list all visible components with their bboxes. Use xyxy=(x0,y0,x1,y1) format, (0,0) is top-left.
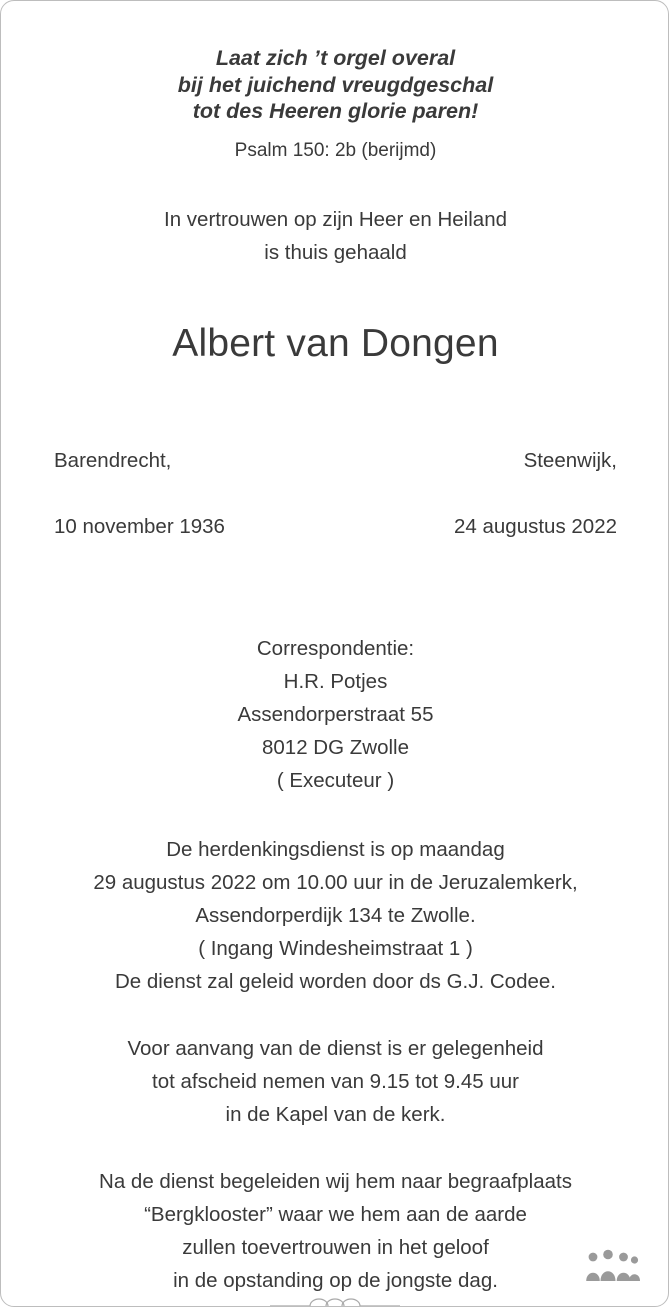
service-line-4: ( Ingang Windesheimstraat 1 ) xyxy=(198,936,473,960)
correspondence-line-5: ( Executeur ) xyxy=(276,768,395,792)
memorial-content xyxy=(1,1,669,1297)
correspondence-line-1: Correspondentie: xyxy=(256,636,415,660)
birth-date: 10 november 1936 xyxy=(54,514,225,538)
death-place: Steenwijk, xyxy=(523,448,617,472)
burial-line-3: zullen toevertrouwen in het geloof xyxy=(182,1235,489,1259)
family-group-logo xyxy=(584,1248,640,1282)
service-line-3: Assendorperdijk 134 te Zwolle. xyxy=(195,903,476,927)
correspondence-line-2: H.R. Potjes xyxy=(283,669,388,693)
birth-death-row xyxy=(39,411,632,576)
verse-quote xyxy=(39,45,632,125)
birth-info xyxy=(54,411,225,576)
service-line-5: De dienst zal geleid worden door ds G.J. Codee. xyxy=(114,969,556,993)
burial-block xyxy=(39,1165,632,1297)
farewell-block xyxy=(39,1032,632,1131)
triple-circle-ornament xyxy=(270,1295,400,1307)
deceased-name: Albert van Dongen xyxy=(172,321,499,365)
farewell-line-2: tot afscheid nemen van 9.15 tot 9.45 uur xyxy=(152,1069,519,1093)
death-date: 24 augustus 2022 xyxy=(454,514,617,538)
verse-line-1: Laat zich ’t orgel overal xyxy=(215,46,456,70)
correspondence-line-4: 8012 DG Zwolle xyxy=(262,735,409,759)
intro-text xyxy=(39,203,632,269)
death-info xyxy=(454,411,617,576)
burial-line-4: in de opstanding op de jongste dag. xyxy=(173,1268,498,1292)
intro-line-2: is thuis gehaald xyxy=(264,240,407,264)
verse-line-3: tot des Heeren glorie paren! xyxy=(192,99,479,123)
intro-line-1: In vertrouwen op zijn Heer en Heiland xyxy=(164,207,507,231)
birth-place: Barendrecht, xyxy=(54,448,172,472)
correspondence-line-3: Assendorperstraat 55 xyxy=(237,702,434,726)
service-block xyxy=(39,833,632,998)
burial-line-2: “Bergklooster” waar we hem aan de aarde xyxy=(144,1202,527,1226)
service-line-2: 29 augustus 2022 om 10.00 uur in de Jeruzalemkerk, xyxy=(93,870,578,894)
burial-line-1: Na de dienst begeleiden wij hem naar begraafplaats xyxy=(99,1169,572,1193)
verse-line-2: bij het juichend vreugdgeschal xyxy=(177,72,494,97)
correspondence-block xyxy=(39,632,632,797)
farewell-line-3: in de Kapel van de kerk. xyxy=(225,1102,446,1126)
farewell-line-1: Voor aanvang van de dienst is er gelegenheid xyxy=(127,1036,544,1060)
verse-source: Psalm 150: 2b (berijmd) xyxy=(234,139,437,161)
service-line-1: De herdenkingsdienst is op maandag xyxy=(166,837,505,861)
